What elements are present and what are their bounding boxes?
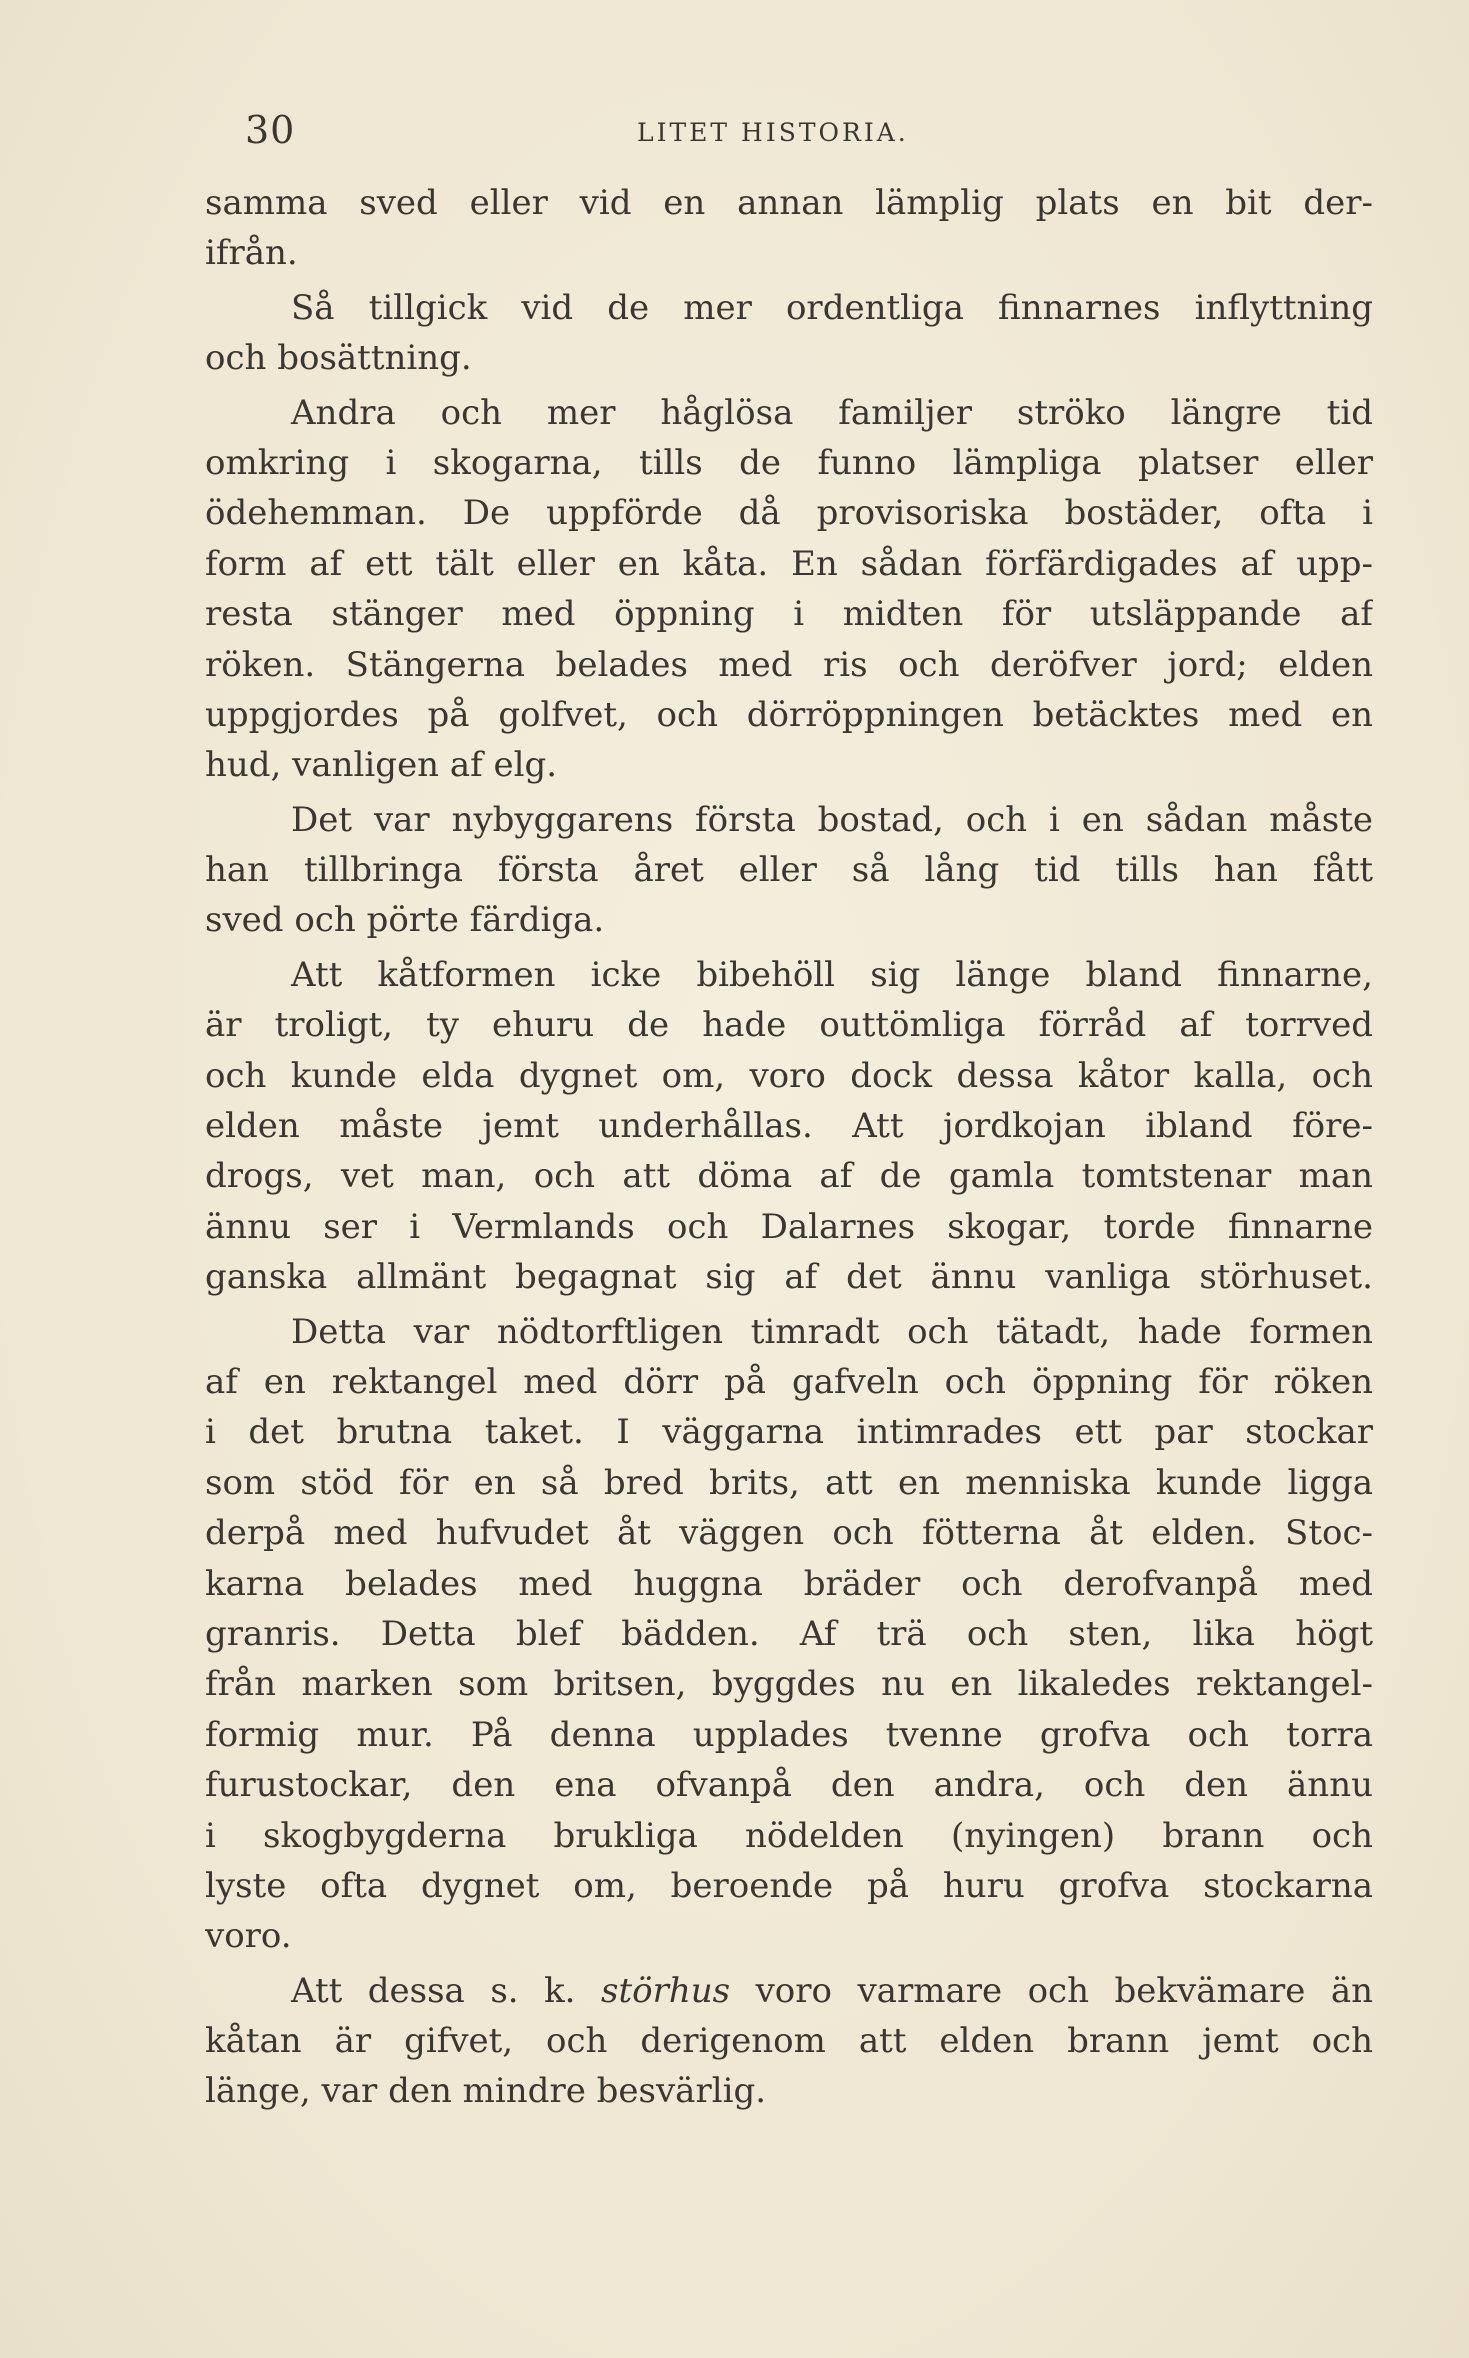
- text-segment: Att dessa s. k.: [291, 1970, 601, 2011]
- text-line: [205, 1966, 1373, 2016]
- page-number: 30: [245, 108, 296, 152]
- paragraph-7: [205, 1966, 1373, 2117]
- text-line: drogs, vet man, och att döma af de gamla tomtstenar man: [205, 1156, 1373, 1197]
- text-line: i det brutna taket. I väggarna intimrades ett par stockar: [205, 1412, 1373, 1453]
- paragraph-1: [205, 178, 1373, 279]
- page-header: [205, 108, 1375, 158]
- text-line: form af ett tält eller en kåta. En sådan förfärdigades af upp-: [205, 543, 1373, 584]
- text-line: hud, vanligen af elg.: [205, 745, 558, 786]
- text-line: formig mur. På denna upplades tvenne grofva och torra: [205, 1714, 1373, 1755]
- text-line: som stöd för en så bred brits, att en menniska kunde ligga: [205, 1462, 1373, 1503]
- text-line: ganska allmänt begagnat sig af det ännu vanliga störhuset.: [205, 1257, 1373, 1298]
- text-line: Detta var nödtorftligen timradt och tätadt, hade formen: [291, 1311, 1373, 1352]
- text-line: Att kåtformen icke bibehöll sig länge bland finnarne,: [291, 954, 1373, 995]
- text-line: resta stänger med öppning i midten för utsläppande af: [205, 594, 1373, 635]
- text-line: samma sved eller vid en annan lämplig plats en bit der-: [205, 183, 1373, 223]
- running-head: LITET HISTORIA.: [637, 118, 909, 147]
- text-line: och kunde elda dygnet om, voro dock dessa kåtor kalla, och: [205, 1055, 1373, 1096]
- text-line: furustockar, den ena ofvanpå den andra, och den ännu: [205, 1765, 1373, 1806]
- text-line: är troligt, ty ehuru de hade outtömliga förråd af torrved: [205, 1005, 1373, 1046]
- text-line: lyste ofta dygnet om, beroende på huru grofva stockarna: [205, 1865, 1373, 1906]
- text-line: omkring i skogarna, tills de funno lämpliga platser eller: [205, 442, 1373, 483]
- text-line: derpå med hufvudet åt väggen och fötterna åt elden. Stoc-: [205, 1513, 1373, 1554]
- italic-term: störhus: [601, 1970, 731, 2011]
- text-line: länge, var den mindre besvärlig.: [205, 2071, 767, 2112]
- text-line: ifrån.: [205, 233, 298, 274]
- text-line: från marken som britsen, byggdes nu en likaledes rektangel-: [205, 1664, 1373, 1705]
- body-text: [205, 178, 1373, 2121]
- text-line: karna belades med huggna bräder och derofvanpå med: [205, 1563, 1373, 1604]
- text-line: Det var nybyggarens första bostad, och i en sådan måste: [291, 799, 1373, 840]
- text-line: röken. Stängerna belades med ris och deröfver jord; elden: [205, 644, 1373, 685]
- text-line: ännu ser i Vermlands och Dalarnes skogar, torde finnarne: [205, 1206, 1373, 1247]
- text-line: ödehemman. De uppförde då provisoriska bostäder, ofta i: [205, 493, 1373, 534]
- text-line: och bosättning.: [205, 338, 472, 379]
- text-line: Andra och mer håglösa familjer ströko längre tid: [291, 392, 1373, 433]
- paragraph-6: [205, 1307, 1373, 1962]
- text-line: voro.: [205, 1916, 292, 1957]
- text-line: uppgjordes på golfvet, och dörröppningen betäcktes med en: [205, 694, 1373, 735]
- text-line: sved och pörte färdiga.: [205, 900, 605, 941]
- text-line: kåtan är gifvet, och derigenom att elden brann jemt och: [205, 2021, 1373, 2062]
- text-line: i skogbygderna brukliga nödelden (nyingen) brann och: [205, 1815, 1373, 1856]
- paragraph-5: [205, 950, 1373, 1303]
- paragraph-3: [205, 388, 1373, 791]
- paragraph-4: [205, 795, 1373, 946]
- text-line: granris. Detta blef bädden. Af trä och sten, lika högt: [205, 1613, 1373, 1654]
- text-line: han tillbringa första året eller så lång tid tills han fått: [205, 850, 1373, 891]
- text-segment: voro varmare och bekvämare än: [730, 1970, 1373, 2011]
- text-line: Så tillgick vid de mer ordentliga finnarnes inflyttning: [291, 287, 1373, 328]
- text-line: elden måste jemt underhållas. Att jordkojan ibland före-: [205, 1106, 1373, 1147]
- paragraph-2: [205, 283, 1373, 384]
- text-line: af en rektangel med dörr på gafveln och öppning för röken: [205, 1361, 1373, 1402]
